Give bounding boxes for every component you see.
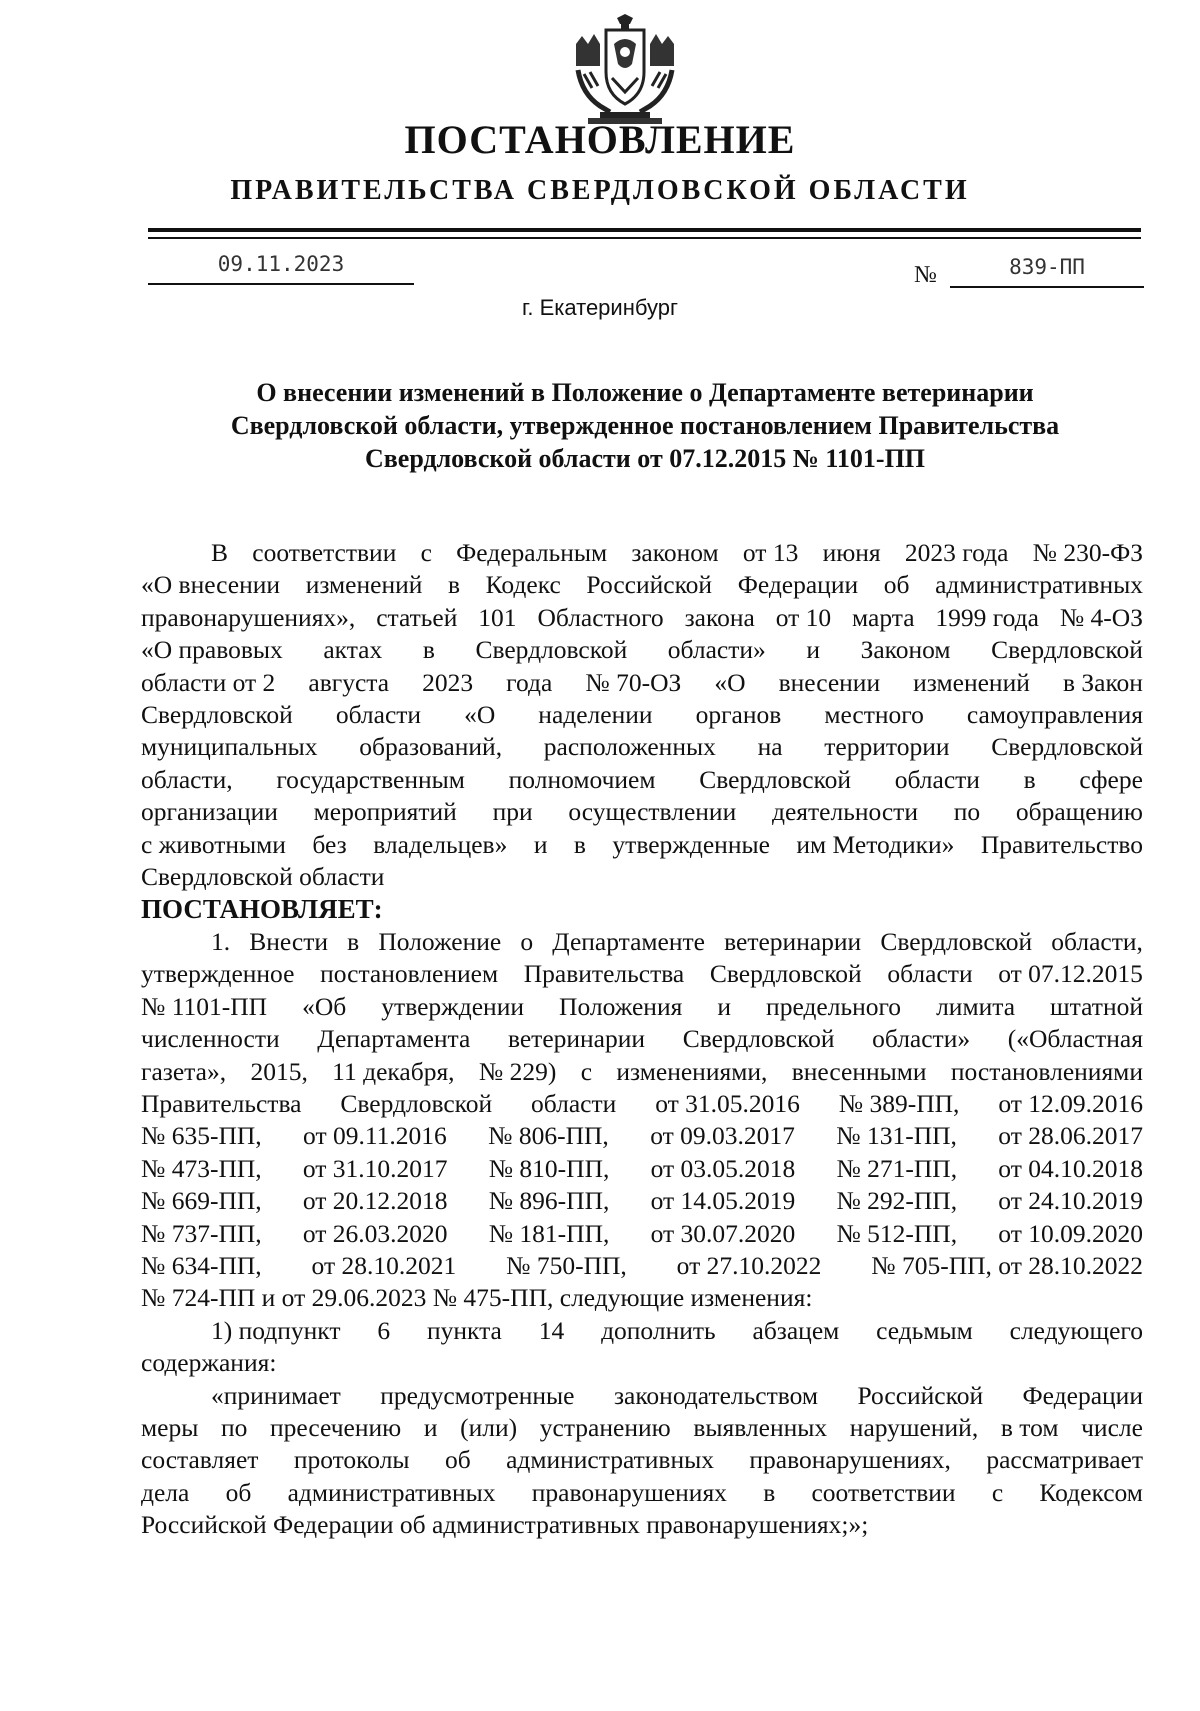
text-line: [141, 991, 1143, 1023]
text-line: [141, 1185, 1143, 1217]
text-word: им Методики»: [796, 829, 955, 859]
text-word: административных: [935, 570, 1143, 600]
text-word: Свердловской: [475, 635, 628, 665]
text-word: изменений: [913, 667, 1030, 697]
text-word: 14: [538, 1315, 565, 1345]
text-word: от 31.05.2016: [655, 1088, 800, 1118]
preamble-paragraph: [141, 537, 1143, 893]
text-word: в: [573, 829, 586, 859]
text-word: Российской: [857, 1380, 984, 1410]
text-line: [141, 1444, 1143, 1476]
text-word: от 03.05.2018: [650, 1153, 796, 1183]
text-word: образований,: [359, 732, 503, 762]
text-word: области: [531, 1088, 617, 1118]
text-line: [141, 1477, 1143, 1509]
text-word: соответствии: [252, 538, 397, 567]
text-word: № 1101-ПП: [141, 991, 268, 1021]
text-word: нарушений,: [849, 1412, 979, 1442]
text-word: Свердловской: [682, 1024, 835, 1054]
coat-of-arms-emblem: [570, 14, 680, 126]
text-word: от 12.09.2016: [998, 1088, 1143, 1118]
text-word: с: [580, 1056, 593, 1086]
text-word: августа: [308, 667, 390, 697]
text-word: от 28.06.2017: [998, 1121, 1143, 1151]
text-word: и: [717, 991, 732, 1021]
text-word: утвержденные: [612, 829, 770, 859]
text-line: [141, 667, 1143, 699]
text-line: [141, 699, 1143, 731]
text-word: Департамента: [317, 1024, 471, 1054]
text-word: при: [492, 797, 533, 827]
text-word: устранению: [539, 1412, 671, 1442]
text-word: в: [422, 635, 435, 665]
text-line: [141, 1088, 1143, 1120]
text-word: № 271-ПП,: [836, 1153, 958, 1183]
text-word: административных: [287, 1477, 496, 1507]
text-word: № 669-ПП,: [141, 1186, 262, 1216]
text-word: июня: [822, 538, 881, 567]
text-word: года: [506, 667, 553, 697]
text-word: Свердловской: [709, 959, 862, 989]
text-word: от 10: [775, 602, 832, 632]
text-word: области от 2: [141, 667, 276, 697]
text-word: деятельности: [771, 797, 918, 827]
text-word: от 20.12.2018: [302, 1186, 448, 1216]
text-word: законом: [631, 538, 719, 567]
coat-of-arms-icon: [570, 14, 680, 126]
quoted-paragraph: [141, 1380, 1143, 1542]
heading-line: Свердловской области, утвержденное постановлением Правительства: [230, 411, 1060, 440]
text-word: области,: [1051, 926, 1143, 956]
text-word: Федерации: [1022, 1380, 1143, 1410]
number-sign: №: [914, 262, 937, 288]
text-line: [211, 1380, 1143, 1412]
text-word: № 810-ПП,: [488, 1153, 610, 1183]
decree-word: ПОСТАНОВЛЯЕТ:: [141, 894, 383, 925]
text-word: числе: [1081, 1412, 1143, 1442]
text-word: № 737-ПП,: [141, 1218, 262, 1248]
text-word: № 4-ОЗ: [1059, 602, 1143, 632]
number-underline: [950, 286, 1144, 288]
heading-line: Свердловской области от 07.12.2015 № 1101-ПП: [364, 444, 926, 473]
document-heading: [150, 376, 1140, 475]
text-line: [141, 1056, 1143, 1088]
document-body: [141, 537, 1143, 1542]
text-word: расположенных: [543, 732, 716, 762]
text-word: № 635-ПП,: [141, 1121, 262, 1151]
text-word: Положения: [559, 991, 683, 1021]
text-word: в: [347, 926, 360, 956]
text-word: наделении: [538, 700, 653, 730]
text-word: в: [448, 570, 461, 600]
text-line: [141, 634, 1143, 666]
text-word: области»: [872, 1024, 971, 1054]
text-word: Департаменте: [552, 926, 705, 956]
text-word: газета»,: [141, 1056, 227, 1086]
text-word: Правительства: [141, 1088, 302, 1118]
text-word: № 512-ПП,: [836, 1218, 958, 1248]
text-word: в Закон: [1062, 667, 1143, 697]
text-word: Законом: [860, 635, 951, 665]
text-word: «Об: [302, 991, 347, 1021]
text-word: Областного: [537, 602, 664, 632]
text-word: В: [211, 538, 229, 567]
text-word: Положение: [378, 926, 502, 956]
text-word: об: [883, 570, 910, 600]
text-word: № 131-ПП,: [836, 1121, 957, 1151]
header-divider-thick: [148, 228, 1141, 232]
text-word: меры: [141, 1412, 199, 1442]
text-word: и: [423, 1412, 438, 1442]
text-line-last: Российской Федерации об административных правонарушениях;»;: [141, 1510, 869, 1540]
text-word: о: [520, 926, 534, 956]
text-word: Кодексом: [1039, 1477, 1143, 1507]
text-word: актах: [323, 635, 383, 665]
date-underline: [148, 283, 414, 285]
text-word: сфере: [1079, 764, 1143, 794]
text-word: № 229): [478, 1056, 557, 1086]
text-word: 1999 года: [935, 602, 1039, 632]
text-word: в том: [1000, 1412, 1059, 1442]
text-word: седьмым: [876, 1315, 973, 1345]
text-word: области»: [667, 635, 766, 665]
text-word: лимита: [936, 991, 1016, 1021]
text-line-last: содержания:: [141, 1348, 277, 1378]
text-word: от 30.07.2020: [650, 1218, 796, 1248]
text-word: № 705-ПП, от 28.10.2022: [871, 1250, 1143, 1280]
text-word: соответствии: [811, 1477, 956, 1507]
text-word: на: [757, 732, 783, 762]
text-word: полномочием: [508, 764, 656, 794]
text-word: области: [894, 764, 980, 794]
text-word: Свердловской: [991, 635, 1143, 665]
text-word: изменениями,: [616, 1056, 768, 1086]
text-word: внесении: [778, 667, 881, 697]
text-line: [141, 829, 1143, 861]
subitem-1-paragraph: [141, 1315, 1143, 1380]
text-word: № 181-ПП,: [488, 1218, 610, 1248]
text-word: по: [220, 1412, 248, 1442]
text-word: 6: [377, 1315, 391, 1345]
text-line: [141, 796, 1143, 828]
text-word: с: [420, 538, 432, 567]
text-word: постановлениями: [950, 1056, 1143, 1086]
text-line: [141, 1412, 1143, 1444]
text-word: в: [763, 1477, 776, 1507]
text-word: муниципальных: [141, 732, 318, 762]
text-word: № 896-ПП,: [488, 1186, 610, 1216]
text-word: утверждении: [381, 991, 524, 1021]
text-word: владельцев»: [373, 829, 508, 859]
text-word: от 04.10.2018: [998, 1153, 1143, 1183]
text-word: об: [225, 1477, 252, 1507]
text-word: территории: [824, 732, 950, 762]
text-word: «О: [714, 667, 746, 697]
text-word: изменений: [305, 570, 423, 600]
text-word: № 806-ПП,: [488, 1121, 609, 1151]
text-word: в: [1023, 764, 1036, 794]
text-word: пункта: [426, 1315, 502, 1345]
item-1-paragraph: [141, 926, 1143, 1315]
text-line: [211, 537, 1143, 569]
text-word: от 24.10.2019: [998, 1186, 1143, 1216]
text-word: 101: [478, 602, 517, 632]
text-word: выявленных: [693, 1412, 828, 1442]
text-word: и: [533, 829, 548, 859]
text-line: [141, 1153, 1143, 1185]
text-word: органов: [695, 700, 782, 730]
text-word: «О: [464, 700, 496, 730]
text-word: штатной: [1050, 991, 1143, 1021]
text-word: области: [887, 959, 973, 989]
text-word: закона: [684, 602, 755, 632]
text-word: 1) подпункт: [211, 1315, 341, 1345]
text-word: составляет: [141, 1445, 259, 1475]
text-word: рассматривает: [986, 1445, 1143, 1475]
text-line: [141, 1250, 1143, 1282]
text-word: протоколы: [293, 1445, 410, 1475]
text-word: самоуправления: [966, 700, 1143, 730]
text-word: Свердловской: [141, 700, 293, 730]
document-type-title: ПОСТАНОВЛЕНИЕ: [404, 117, 796, 162]
text-word: № 750-ПП,: [506, 1250, 627, 1280]
text-word: постановлением: [320, 959, 499, 989]
text-word: Свердловской: [880, 926, 1033, 956]
document-number: 839-ПП: [1009, 255, 1085, 279]
text-word: от 31.10.2017: [302, 1153, 448, 1183]
text-word: об: [444, 1445, 471, 1475]
text-line: [141, 958, 1143, 990]
text-word: № 292-ПП,: [836, 1186, 958, 1216]
text-word: статьей: [376, 602, 458, 632]
text-word: по: [953, 797, 981, 827]
text-word: Внести: [249, 926, 328, 956]
text-word: правонарушениях,: [749, 1445, 951, 1475]
text-word: («Областная: [1007, 1024, 1143, 1054]
text-word: Свердловской: [340, 1088, 493, 1118]
issuing-authority: ПРАВИТЕЛЬСТВА СВЕРДЛОВСКОЙ ОБЛАСТИ: [230, 175, 970, 206]
text-word: численности: [141, 1024, 280, 1054]
text-word: дополнить: [601, 1315, 716, 1345]
text-word: № 634-ПП,: [141, 1250, 262, 1280]
text-word: № 389-ПП,: [838, 1088, 960, 1118]
text-word: Федерации: [737, 570, 859, 600]
text-word: № 473-ПП,: [141, 1153, 262, 1183]
text-word: мероприятий: [313, 797, 457, 827]
text-word: № 70-ОЗ: [585, 667, 682, 697]
text-word: 1.: [211, 926, 231, 956]
text-word: от 27.10.2022: [676, 1250, 822, 1280]
text-word: дела: [141, 1477, 190, 1507]
text-line: [141, 764, 1143, 796]
text-word: 2023: [422, 667, 474, 697]
text-line: [211, 926, 1143, 958]
text-word: законодательством: [613, 1380, 819, 1410]
text-word: Федеральным: [456, 538, 608, 567]
text-word: области,: [141, 764, 233, 794]
heading-line: О внесении изменений в Положение о Департаменте ветеринарии: [256, 378, 1034, 407]
text-word: осуществлении: [568, 797, 737, 827]
text-line: [141, 569, 1143, 601]
text-word: от 10.09.2020: [998, 1218, 1143, 1248]
text-word: (или): [460, 1412, 518, 1442]
text-line: [141, 731, 1143, 763]
text-word: «О правовых: [141, 635, 283, 665]
text-line: [141, 602, 1143, 634]
text-word: правонарушениях: [531, 1477, 727, 1507]
text-word: Правительства: [523, 959, 685, 989]
header-divider-thin: [148, 237, 1141, 239]
text-word: правонарушениях»,: [141, 602, 356, 632]
text-word: административных: [506, 1445, 714, 1475]
text-word: от 09.11.2016: [303, 1121, 447, 1151]
issue-city: г. Екатеринбург: [522, 295, 678, 320]
text-word: 11 декабря,: [332, 1056, 455, 1086]
text-word: Российской: [586, 570, 713, 600]
text-word: «принимает: [211, 1380, 341, 1410]
text-word: от 28.10.2021: [311, 1250, 457, 1280]
text-word: с: [991, 1477, 1004, 1507]
text-word: предельного: [766, 991, 902, 1021]
document-date: 09.11.2023: [217, 252, 345, 276]
text-word: и: [806, 635, 820, 665]
text-line: [141, 1023, 1143, 1055]
text-word: ветеринарии: [724, 926, 862, 956]
text-word: марта: [852, 602, 915, 632]
text-word: утвержденное: [141, 959, 295, 989]
text-word: с животными: [141, 829, 286, 859]
text-word: обращению: [1015, 797, 1143, 827]
text-line: [211, 1315, 1143, 1347]
text-word: области: [335, 700, 422, 730]
text-word: внесенными: [791, 1056, 927, 1086]
text-line: [141, 1218, 1143, 1250]
text-line-last: № 724-ПП и от 29.06.2023 № 475-ПП, следующие изменения:: [141, 1283, 813, 1313]
text-word: от 26.03.2020: [302, 1218, 448, 1248]
text-word: абзацем: [752, 1315, 840, 1345]
text-word: следующего: [1009, 1315, 1143, 1345]
text-line: [141, 1120, 1143, 1152]
text-word: Свердловской: [699, 764, 851, 794]
text-word: 2023 года: [904, 538, 1009, 567]
text-word: Свердловской: [991, 732, 1143, 762]
text-word: ветеринарии: [507, 1024, 646, 1054]
text-word: от 07.12.2015: [998, 959, 1143, 989]
text-word: пресечению: [270, 1412, 402, 1442]
text-word: местного: [824, 700, 924, 730]
text-word: от 09.03.2017: [650, 1121, 795, 1151]
text-word: государственным: [276, 764, 465, 794]
text-word: Кодекс: [485, 570, 561, 600]
text-word: без: [312, 829, 347, 859]
text-word: предусмотренные: [380, 1380, 575, 1410]
text-word: «О внесении: [141, 570, 281, 600]
text-word: от 13: [742, 538, 799, 567]
text-word: Правительство: [980, 829, 1143, 859]
text-word: 2015,: [250, 1056, 308, 1086]
text-word: № 230-ФЗ: [1032, 538, 1143, 567]
text-word: от 14.05.2019: [650, 1186, 796, 1216]
text-word: организации: [141, 797, 278, 827]
text-line-last: Свердловской области: [141, 862, 385, 892]
